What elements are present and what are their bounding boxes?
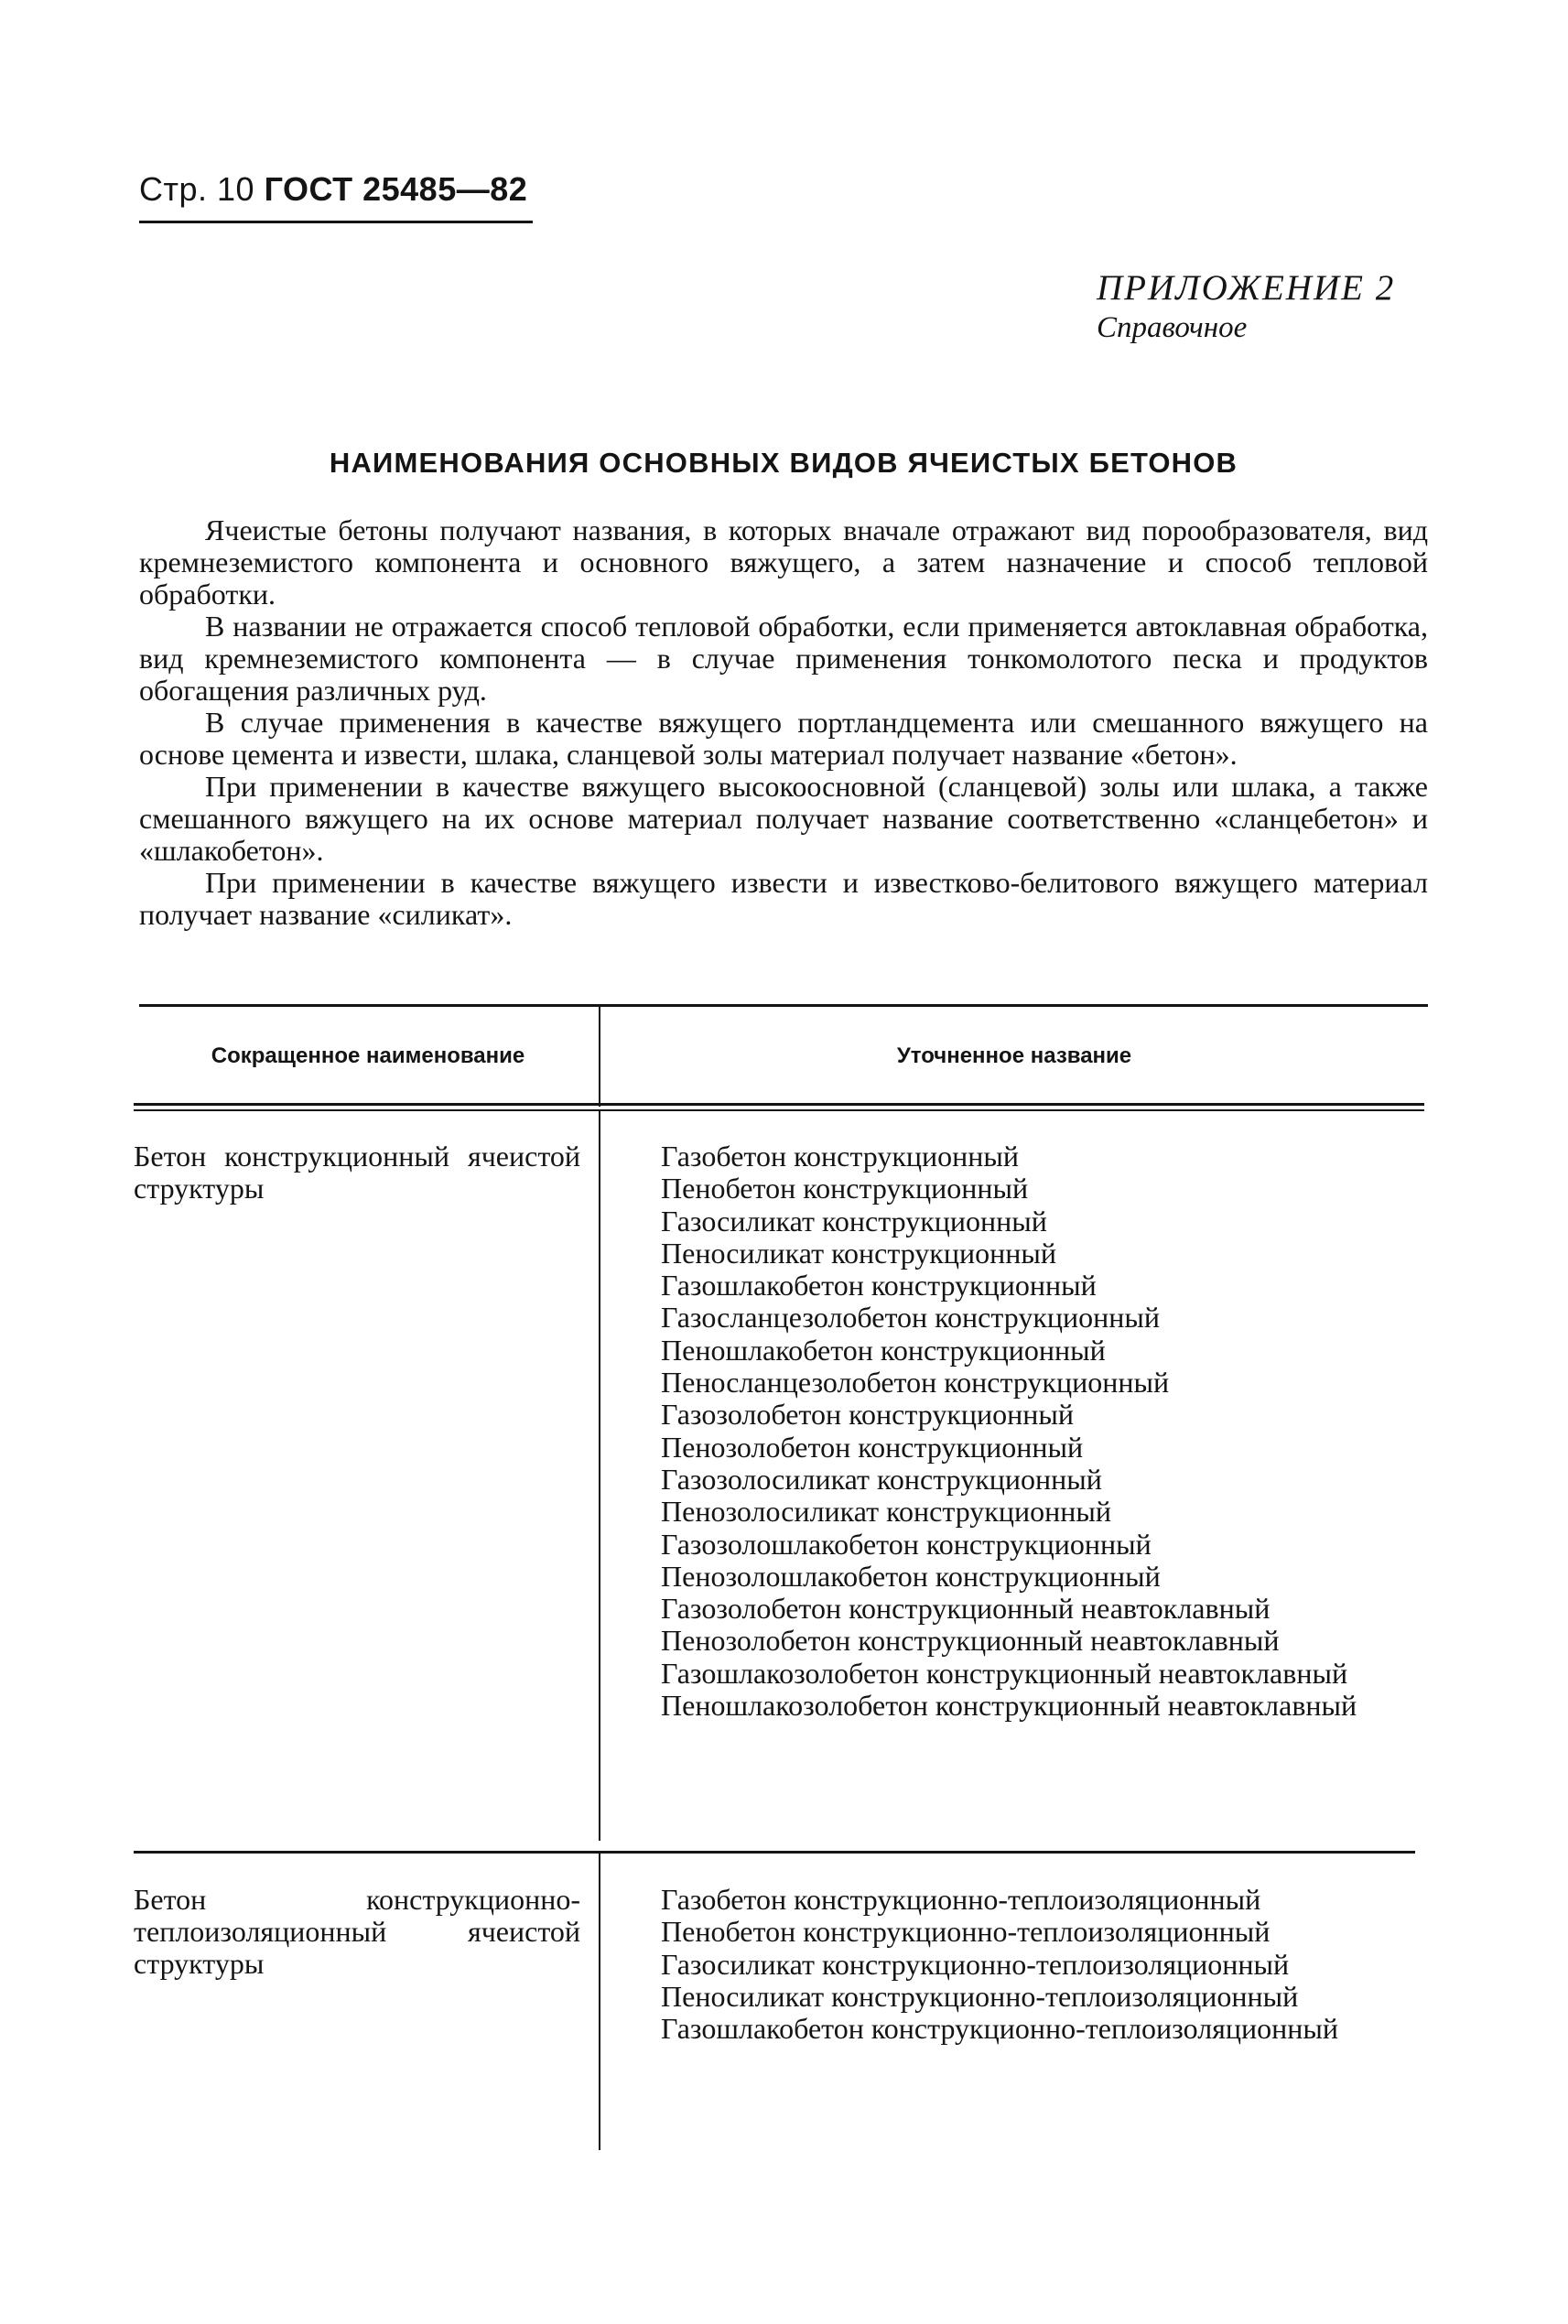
full-name-item: Газозолошлакобетон конструкционный <box>661 1527 1152 1561</box>
full-name-item: Газозолосиликат конструкционный <box>661 1462 1102 1496</box>
intro-paragraph: Ячеистые бетоны получают названия, в которых вначале отражают вид порообразователя, вид кремнеземистого компонента и основного вяжущего, а затем назначение и способ тепловой обработки. <box>139 513 1428 611</box>
page-header <box>139 170 527 209</box>
full-name-item: Пенобетон конструкционный <box>661 1172 1029 1205</box>
full-name-item: Пенозолосиликат конструкционный <box>661 1495 1111 1529</box>
full-name-item: Пенозолобетон конструкционный неавтоклавный <box>661 1624 1280 1658</box>
intro-paragraph: В названии не отражается способ тепловой обработки, если применяется автоклавная обработка, вид кремнеземистого компонента — в случае применения тонкомолотого песка и продуктов обогащения различных руд. <box>139 610 1428 707</box>
gost-number: ГОСТ 25485—82 <box>264 170 528 208</box>
column-header-full-name: Уточненное название <box>896 1043 1132 1068</box>
group-short-name: Бетон конструкционный ячеистой структуры <box>134 1140 580 1205</box>
full-name-item: Пеношлакобетон конструкционный <box>661 1333 1106 1367</box>
group-full-names <box>624 1140 1422 1722</box>
full-name-item: Газобетон конструкционный <box>661 1140 1019 1173</box>
page-title: НАИМЕНОВАНИЯ ОСНОВНЫХ ВИДОВ ЯЧЕИСТЫХ БЕТОНОВ <box>329 447 1238 479</box>
header-rule <box>139 221 533 223</box>
full-name-item: Пенозолобетон конструкционный <box>661 1430 1084 1464</box>
full-name-item: Пеносиликат конструкционный <box>661 1236 1056 1270</box>
full-name-item: Пеносланцезолобетон конструкционный <box>661 1366 1170 1400</box>
full-name-item: Газошлакобетон конструкционный <box>661 1269 1097 1303</box>
intro-text <box>139 514 1428 931</box>
page-number: Стр. 10 <box>139 170 255 208</box>
column-header-short-name: Сокращенное наименование <box>211 1043 525 1068</box>
group-short-name: Бетон конструкционно-теплоизоляционный ячеистой структуры <box>134 1883 580 1980</box>
full-name-item: Пеносиликат конструкционно-теплоизоляционный <box>661 1979 1299 2013</box>
full-name-item: Газозолобетон конструкционный неавтоклавный <box>661 1592 1271 1626</box>
intro-paragraph: При применении в качестве вяжущего высокоосновной (сланцевой) золы или шлака, а также смешанного вяжущего на их основе материал получает название соответственно «сланцебетон» и «шлакобетон». <box>139 770 1428 867</box>
full-name-item: Газобетон конструкционно-теплоизоляционный <box>661 1883 1261 1916</box>
table-column-divider <box>599 1853 600 2150</box>
intro-paragraph: В случае применения в качестве вяжущего портландцемента или смешанного вяжущего на основе цемента и извести, шлака, сланцевой золы материал получает название «бетон». <box>139 706 1428 771</box>
table-column-divider <box>599 1111 600 1841</box>
full-name-item: Пенобетон конструкционно-теплоизоляционный <box>661 1915 1271 1949</box>
table-header-rule <box>134 1109 1424 1111</box>
full-name-item: Газозолобетон конструкционный <box>661 1398 1074 1432</box>
full-name-item: Газосланцезолобетон конструкционный <box>661 1301 1160 1335</box>
appendix-title: ПРИЛОЖЕНИЕ 2 <box>1097 268 1396 308</box>
full-name-item: Пеношлакозолобетон конструкционный неавтоклавный <box>661 1689 1357 1723</box>
full-name-item: Газошлакобетон конструкционно-теплоизоляционный <box>661 2012 1338 2046</box>
table-header-rule <box>134 1103 1424 1106</box>
group-full-names <box>624 1884 1422 2045</box>
full-name-item: Пенозолошлакобетон конструкционный <box>661 1559 1161 1593</box>
intro-paragraph: При применении в качестве вяжущего извести и известково-белитового вяжущего материал получает название «силикат». <box>139 866 1428 931</box>
full-name-item: Газосиликат конструкционно-теплоизоляционный <box>661 1947 1290 1981</box>
appendix-subtitle: Справочное <box>1097 311 1248 344</box>
full-name-item: Газосиликат конструкционный <box>661 1204 1047 1238</box>
table-group-rule <box>134 1851 1415 1854</box>
full-name-item: Газошлакозолобетон конструкционный неавтоклавный <box>661 1656 1348 1690</box>
table-top-rule <box>139 1004 1428 1007</box>
